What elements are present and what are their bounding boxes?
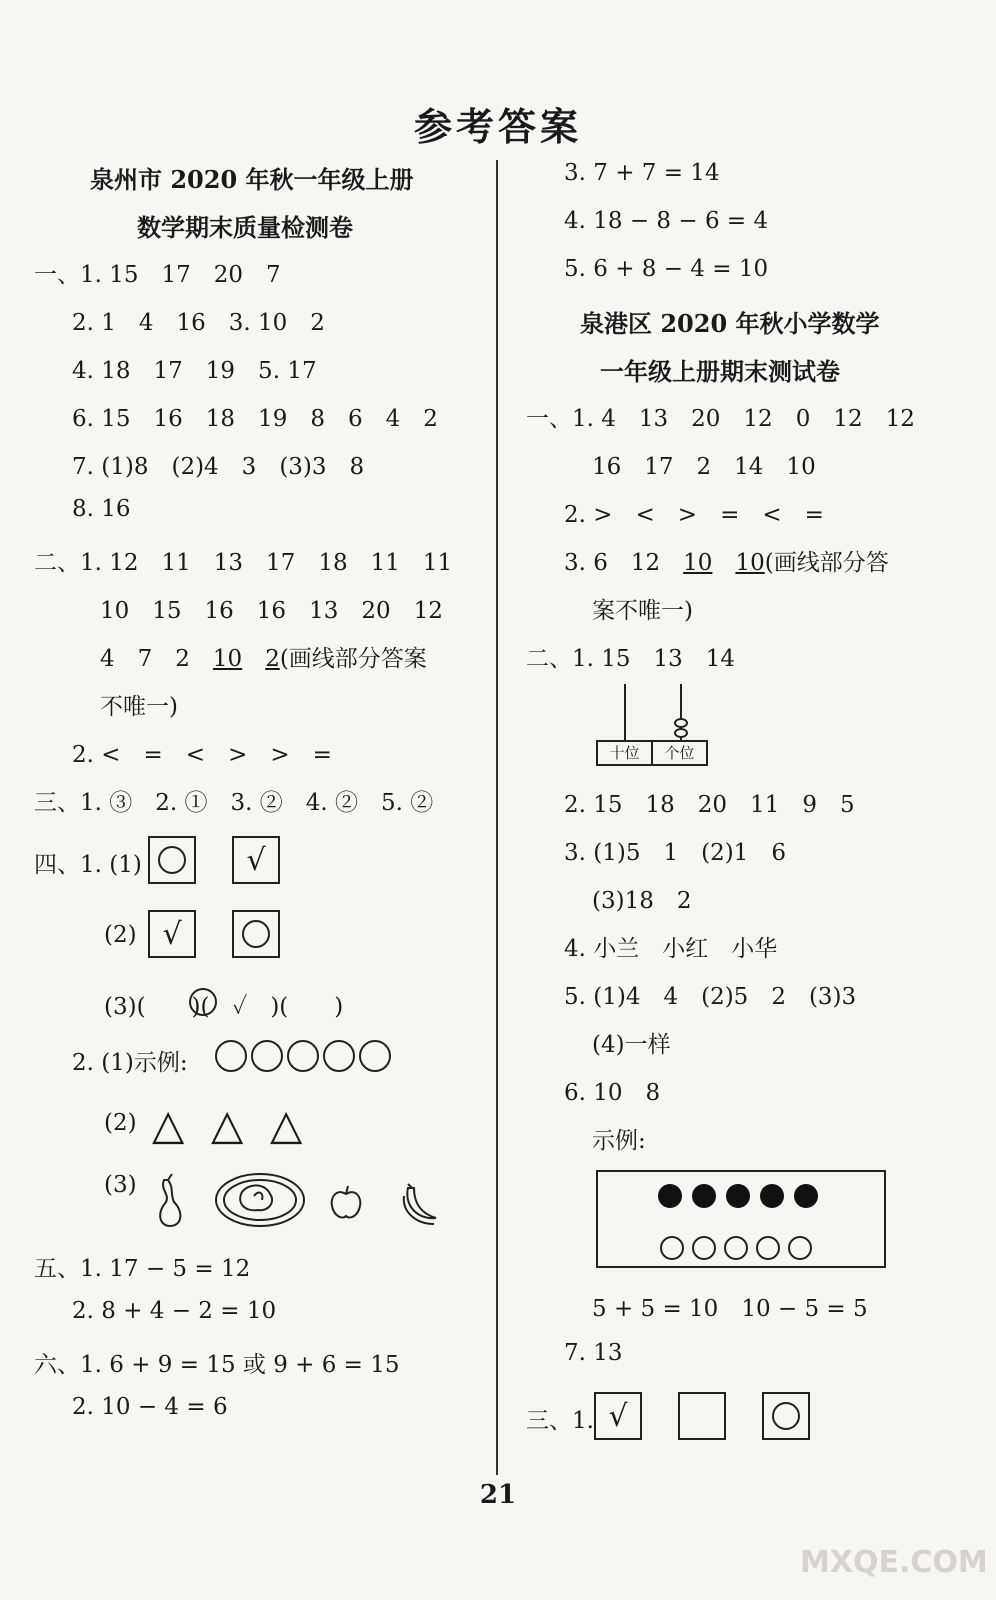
hollow-dots-row: [660, 1236, 820, 1264]
triangle-shape: △: [211, 1100, 244, 1149]
abacus-bead: [674, 728, 688, 738]
left-heading-2: 数学期末质量检测卷: [137, 213, 353, 242]
answer-line: 2. 15 18 20 11 9 5: [564, 792, 855, 818]
answer-line: 示例:: [592, 1128, 646, 1154]
hollow-dot: [756, 1236, 780, 1260]
triangle-row: [152, 1100, 302, 1149]
answer-line: 2. (1)示例:: [72, 1050, 188, 1076]
hollow-dot: [724, 1236, 748, 1260]
answer-line: 6. 15 16 18 19 8 6 4 2: [72, 406, 438, 432]
right-heading-1: 泉港区 2020 年秋小学数学: [580, 309, 880, 338]
apple-icon: [332, 1186, 361, 1218]
answer-text: 3. 6 12: [564, 550, 684, 576]
answer-line: 不唯一): [100, 694, 178, 720]
answer-line: 5. (1)4 4 (2)5 2 (3)3: [564, 984, 857, 1010]
answer-note: (画线部分答案: [279, 646, 427, 672]
fruit-drawing: [146, 1172, 446, 1232]
circle-row: [215, 1040, 391, 1076]
circle-shape: [215, 1040, 247, 1072]
circle-shape: [772, 1402, 800, 1430]
hollow-dot: [660, 1236, 684, 1260]
circle-shape: [189, 988, 217, 1016]
watermark: MXQE.COM: [800, 1545, 988, 1580]
answer-line: 3. (1)5 1 (2)1 6: [564, 840, 786, 866]
answer-box: [678, 1392, 726, 1440]
answer-box: [594, 1392, 642, 1440]
filled-dot: [760, 1184, 784, 1208]
answer-line: (3)18 2: [592, 888, 692, 914]
check-mark: √: [608, 1398, 628, 1434]
answer-line: 7. (1)8 (2)4 3 (3)3 8: [72, 454, 365, 480]
check-mark: √: [162, 916, 182, 952]
answer-line: 5. 6 + 8 − 4 = 10: [564, 256, 769, 282]
answer-line: 2. 1 4 16 3. 10 2: [72, 310, 325, 336]
answer-line: 六、1. 6 + 9 = 15 或 9 + 6 = 15: [34, 1352, 400, 1378]
answer-note: (画线部分答: [764, 550, 889, 576]
abacus-bead: [674, 718, 688, 728]
answer-line: 7. 13: [564, 1340, 623, 1366]
left-heading-1: 泉州市 2020 年秋一年级上册: [90, 165, 414, 194]
answer-line: 4. 小兰 小红 小华: [564, 936, 778, 962]
pear-icon: [160, 1174, 180, 1226]
answer-line: 10 15 16 16 13 20 12: [100, 598, 443, 624]
answer-line: (3)( )( ✓ )( ): [104, 994, 344, 1020]
answer-line: 16 17 2 14 10: [592, 454, 816, 480]
answer-line: 三、1. ③ 2. ① 3. ② 4. ② 5. ②: [34, 790, 434, 816]
hollow-dot: [788, 1236, 812, 1260]
answer-line: 3. 7 + 7 = 14: [564, 160, 720, 186]
answer-line: 6. 10 8: [564, 1080, 661, 1106]
answer-line: 2. 8 + 4 − 2 = 10: [72, 1298, 277, 1324]
answer-box: [232, 910, 280, 958]
answer-line: 一、1. 15 17 20 7: [34, 262, 281, 288]
filled-dot: [692, 1184, 716, 1208]
answer-line: 二、1. 15 13 14: [526, 646, 736, 672]
answer-line: 一、1. 4 13 20 12 0 12 12: [526, 406, 915, 432]
column-divider: [496, 160, 498, 1475]
circle-shape: [158, 846, 186, 874]
answer-line: 4. 18 17 19 5. 17: [72, 358, 317, 384]
answer-line: 案不唯一): [592, 598, 693, 624]
answer-line: (4)一样: [592, 1032, 671, 1058]
check-mark: √: [246, 842, 266, 878]
answer-line: 三、1.: [526, 1408, 594, 1434]
answer-box: [762, 1392, 810, 1440]
answer-box: [148, 910, 196, 958]
answer-box: [232, 836, 280, 884]
abacus-label-tens: 十位: [598, 742, 653, 764]
hollow-dot: [692, 1236, 716, 1260]
answer-line: 二、1. 12 11 13 17 18 11 11: [34, 550, 453, 576]
circle-shape: [287, 1040, 319, 1072]
answer-line: 2. > < > = < =: [564, 502, 824, 528]
answer-box: [148, 836, 196, 884]
underlined-answer: 10: [683, 550, 713, 576]
answer-line: 4. 18 − 8 − 6 = 4: [564, 208, 769, 234]
answer-line: (2): [104, 1110, 137, 1136]
triangle-shape: △: [270, 1100, 303, 1149]
underlined-answer: 2: [265, 646, 280, 672]
filled-dots-row: [658, 1184, 828, 1212]
filled-dot: [726, 1184, 750, 1208]
filled-dot: [794, 1184, 818, 1208]
abacus-base: [596, 740, 708, 766]
triangle-shape: △: [152, 1100, 185, 1149]
abacus-label-ones: 个位: [664, 744, 695, 762]
page-number: 21: [479, 1480, 517, 1510]
answer-line: 五、1. 17 − 5 = 12: [34, 1256, 251, 1282]
right-heading-2: 一年级上册期末测试卷: [600, 357, 840, 386]
answer-line: 四、1. (1): [34, 852, 142, 878]
circle-shape: [251, 1040, 283, 1072]
vegetable-plate-icon: [216, 1174, 304, 1226]
answer-line: 8. 16: [72, 496, 131, 522]
circle-shape: [242, 920, 270, 948]
filled-dot: [658, 1184, 682, 1208]
dots-example-box: [596, 1170, 886, 1268]
circle-shape: [323, 1040, 355, 1072]
answer-text: 4 7 2: [100, 646, 213, 672]
answer-line: [564, 544, 889, 577]
answer-line: (3): [104, 1172, 137, 1198]
banana-icon: [404, 1184, 436, 1224]
answer-line: (2): [104, 922, 137, 948]
answer-line: 5 + 5 = 10 10 − 5 = 5: [592, 1296, 868, 1322]
answer-line: 2. < = < > > =: [72, 742, 332, 768]
abacus-rod-tens: [624, 684, 626, 742]
abacus-diagram: [596, 684, 710, 766]
page-title: 参考答案: [413, 104, 582, 149]
answer-line: 2. 10 − 4 = 6: [72, 1394, 228, 1420]
underlined-answer: 10: [735, 550, 765, 576]
underlined-answer: 10: [212, 646, 243, 672]
answer-line: [100, 640, 427, 673]
circle-shape: [359, 1040, 391, 1072]
